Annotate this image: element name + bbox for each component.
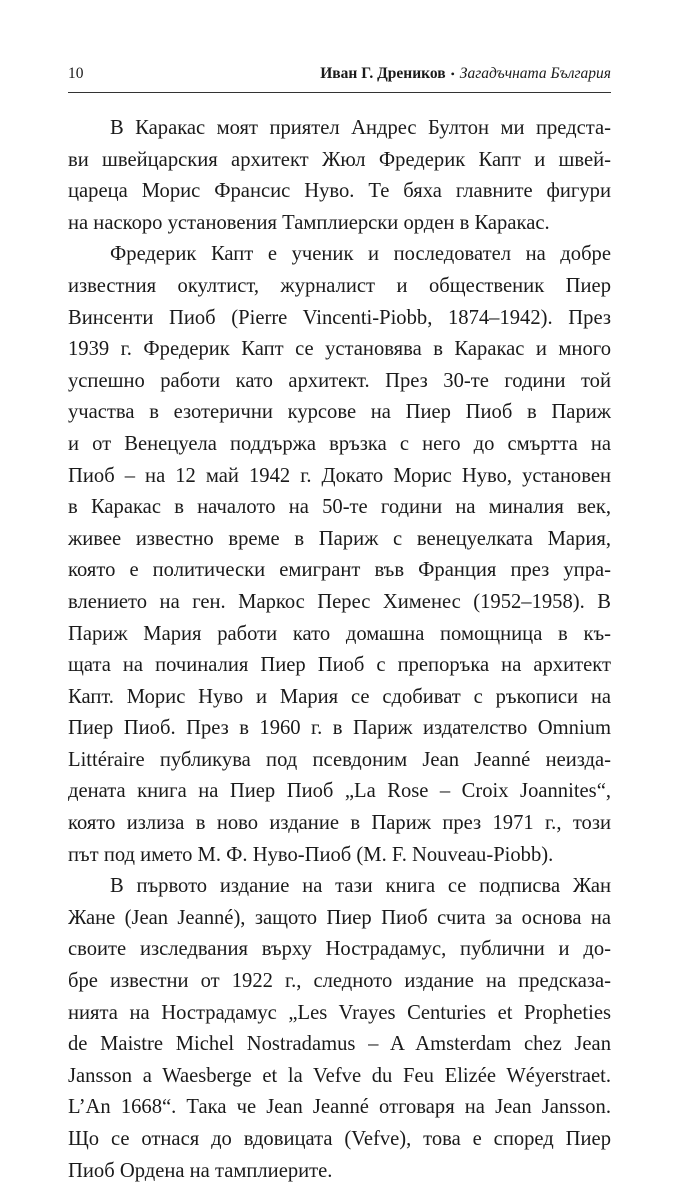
body-text: [68, 113, 611, 1187]
text-line: de Maistre Michel Nostradamus – A Amsterdam chez Jean: [68, 1033, 611, 1056]
paragraph: [68, 239, 611, 871]
text-line: която излиза в ново издание в Париж през 1971 г., този: [68, 812, 611, 835]
paragraph: [68, 871, 611, 1187]
book-page: [68, 0, 611, 1182]
text-line: Фредерик Капт е ученик и последовател на добре: [110, 243, 611, 266]
text-line: и от Венецуела поддържа връзка с него до смъртта на: [68, 432, 611, 455]
text-line: ви швейцарския архитект Жюл Фредерик Капт и швей-: [68, 148, 611, 171]
text-line: участва в езотерични курсове на Пиер Пиоб в Париж: [68, 401, 611, 424]
text-line: Париж Мария работи като домашна помощница в къ-: [68, 622, 611, 645]
book-title: Загадъчната България: [459, 65, 611, 82]
text-line: щата на починалия Пиер Пиоб с препоръка на архитект: [68, 654, 611, 677]
text-line: В първото издание на тази книга се подписва Жан: [110, 875, 611, 898]
text-line: Капт. Морис Нуво и Мария се сдобиват с ръкописи на: [68, 685, 611, 708]
page-number: 10: [68, 65, 84, 82]
text-line: влението на ген. Маркос Перес Хименес (1952–1958). В: [68, 590, 611, 613]
running-header: [68, 64, 611, 84]
header-rule: [68, 92, 611, 93]
text-line: известния окултист, журналист и общественик Пиер: [68, 274, 611, 297]
paragraph: [68, 113, 611, 239]
text-line: бре известни от 1922 г., следното издание на предсказа-: [68, 970, 611, 993]
text-line: Що се отнася до вдовицата (Vefve), това е според Пиер: [68, 1128, 611, 1150]
text-line: Пиер Пиоб. През в 1960 г. в Париж издателство Omnium: [68, 717, 611, 740]
header-separator: •: [450, 67, 455, 81]
text-line: която е политически емигрант във Франция през упра-: [68, 559, 611, 582]
text-line: успешно работи като архитект. През 30-те години той: [68, 369, 611, 392]
text-line: на наскоро установения Тамплиерски орден в Каракас.: [68, 211, 550, 234]
text-line: нията на Нострадамус „Les Vrayes Centuries et Prophеties: [68, 1001, 611, 1024]
text-line: живее известно време в Париж с венецуелката Мария,: [68, 527, 611, 550]
text-line: В Каракас моят приятел Андрес Бултон ми предста-: [110, 117, 611, 139]
text-line: L’An 1668“. Така че Jean Jeanné отговаря на Jean Jansson.: [68, 1096, 611, 1119]
text-line: Littéraire публикува под псевдоним Jean Jeanné неизда-: [68, 748, 611, 771]
text-line: в Каракас в началото на 50-те години на миналия век,: [68, 496, 611, 519]
text-line: Пиоб Ордена на тамплиерите.: [68, 1159, 333, 1182]
text-line: път под името М. Ф. Нуво-Пиоб (M. F. Nouveau-Piobb).: [68, 843, 554, 866]
text-line: Винсенти Пиоб (Pierre Vincenti-Piobb, 1874–1942). През: [68, 306, 611, 329]
text-line: Пиоб – на 12 май 1942 г. Докато Морис Нуво, установен: [68, 464, 611, 487]
text-line: 1939 г. Фредерик Капт се установява в Каракас и много: [68, 338, 611, 361]
header-right: [320, 64, 611, 84]
text-line: Jansson a Waesberge et la Vefve du Feu Elizée Wéyerstraet.: [68, 1064, 611, 1087]
text-line: дената книга на Пиер Пиоб „La Rose – Croix Joannites“,: [68, 780, 611, 803]
author-name: Иван Г. Дреников: [320, 65, 446, 82]
text-line: своите изследвания върху Нострадамус, публични и до-: [68, 938, 611, 961]
text-line: Жане (Jean Jeanné), защото Пиер Пиоб счита за основа на: [68, 906, 611, 929]
text-line: цареца Морис Франсис Нуво. Те бяха главните фигури: [68, 180, 611, 203]
